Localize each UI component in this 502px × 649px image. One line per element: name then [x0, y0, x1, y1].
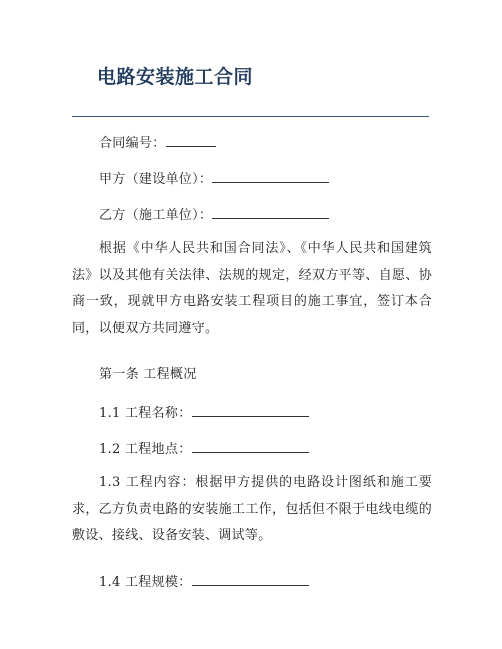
- party-b-line: [99, 206, 329, 224]
- item-1-1-blank: [192, 404, 309, 417]
- preamble-paragraph: 根据《中华人民共和国合同法》、《中华人民共和国建筑法》以及其他有关法律、法规的规定，经双方平等、自愿、协商一致，现就甲方电路安装工程项目的施工事宜，签订本合同，以便双方共同遵守。: [72, 241, 432, 336]
- document-title: 电路安装施工合同: [97, 66, 254, 88]
- item-1-2-label: 1.2 工程地点：: [99, 442, 192, 457]
- item-1-2-blank: [192, 440, 309, 453]
- article-1-heading: 第一条 工程概况: [99, 367, 197, 382]
- title-divider: [72, 116, 429, 117]
- item-1-3-paragraph: 1.3 工程内容：根据甲方提供的电路设计图纸和施工要求，乙方负责电路的安装施工工作，包括但不限于电线电缆的敷设、接线、设备安装、调试等。: [72, 475, 432, 543]
- contract-number-label: 合同编号：: [99, 136, 166, 151]
- party-b-label: 乙方（施工单位）：: [99, 208, 213, 223]
- item-1-1-label: 1.1 工程名称：: [99, 406, 192, 421]
- party-a-line: [99, 170, 329, 188]
- contract-number-line: [99, 134, 216, 152]
- party-a-label: 甲方（建设单位）：: [99, 172, 213, 187]
- item-1-4-line: [99, 573, 309, 591]
- party-a-blank: [212, 170, 329, 183]
- item-1-2-line: [99, 440, 309, 458]
- party-b-blank: [212, 206, 329, 219]
- contract-number-blank: [166, 134, 216, 147]
- item-1-1-line: [99, 404, 309, 422]
- item-1-4-blank: [192, 573, 309, 586]
- item-1-4-label: 1.4 工程规模：: [99, 575, 192, 590]
